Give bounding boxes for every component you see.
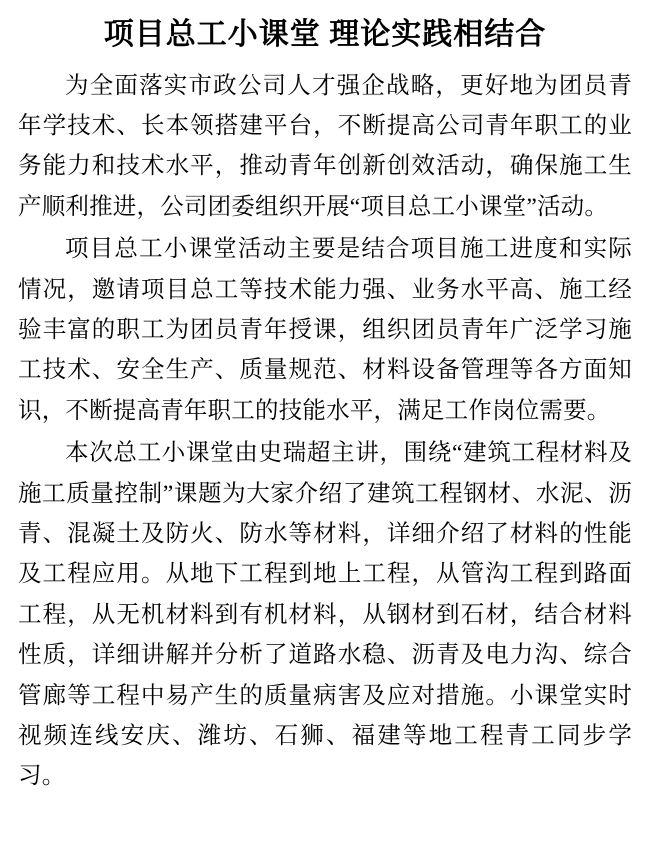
paragraph-1: 为全面落实市政公司人才强企战略，更好地为团员青年学技术、长本领搭建平台，不断提高公司青年职工的业务能力和技术水平，推动青年创新创效活动，确保施工生产顺利推进，公司团委组织开展“项目总工小课堂”活动。 [18,72,632,220]
document-body [18,66,632,797]
page-title: 项目总工小课堂 理论实践相结合 [103,18,547,51]
paragraph-2: 项目总工小课堂活动主要是结合项目施工进度和实际情况，邀请项目总工等技术能力强、业务水平高、施工经验丰富的职工为团员青年授课，组织团员青年广泛学习施工技术、安全生产、质量规范、材料设备管理等各方面知识，不断提高青年职工的技能水平，满足工作岗位需要。 [18,236,632,424]
paragraph-3: 本次总工小课堂由史瑞超主讲，围绕“建筑工程材料及施工质量控制”课题为大家介绍了建筑工程钢材、水泥、沥青、混凝土及防火、防水等材料，详细介绍了材料的性能及工程应用。从地下工程到地上工程，从管沟工程到路面工程，从无机材料到有机材料，从钢材到石材，结合材料性质，详细讲解并分析了道路水稳、沥青及电力沟、综合管廊等工程中易产生的质量病害及应对措施。小课堂实时视频连线安庆、潍坊、石狮、福建等地工程青工同步学习。 [18,440,632,790]
